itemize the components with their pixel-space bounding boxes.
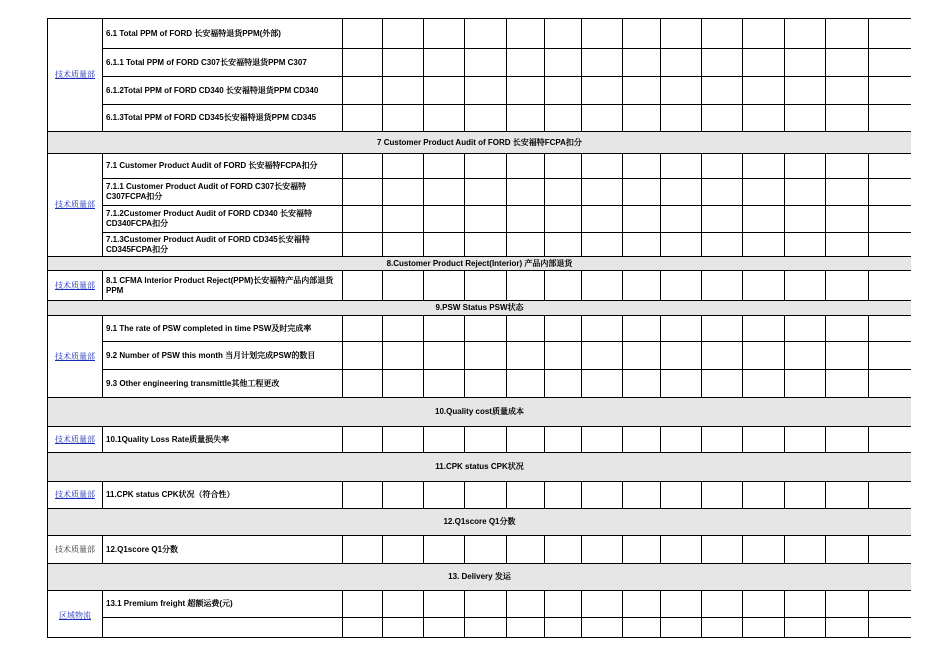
table-row (48, 105, 912, 132)
row-label-9-1: 9.1 The rate of PSW completed in time PSW及时完成率 (103, 316, 343, 342)
dept-link-tech-quality[interactable]: 技术质量部 (55, 280, 95, 290)
section-header-12: 12.Q1score Q1分数 (48, 509, 912, 536)
row-label-7-1-2: 7.1.2Customer Product Audit of FORD CD340 长安福特CD340FCPA扣分 (103, 206, 343, 233)
dept-cell[interactable] (48, 316, 103, 398)
dept-cell[interactable] (48, 482, 103, 509)
table-row (48, 342, 912, 370)
section-row (48, 453, 912, 482)
dept-link-region-logistics[interactable]: 区域物流 (59, 611, 91, 620)
dept-link-tech-quality[interactable]: 技术质量部 (55, 200, 95, 209)
row-label-11-1: 11.CPK status CPK状况（符合性） (103, 482, 343, 509)
dept-cell[interactable] (48, 591, 103, 638)
dept-link-tech-quality[interactable]: 技术质量部 (55, 70, 95, 79)
section-row (48, 564, 912, 591)
table-row (48, 536, 912, 564)
section-row (48, 301, 912, 316)
table-row (48, 482, 912, 509)
dept-link-tech-quality[interactable]: 技术质量部 (55, 434, 95, 444)
dept-label-tech-quality: 技术质量部 (55, 544, 95, 554)
dept-link-tech-quality[interactable]: 技术质量部 (55, 351, 95, 361)
row-label-12-1: 12.Q1score Q1分数 (103, 536, 343, 564)
table-row (48, 316, 912, 342)
section-header-10: 10.Quality cost质量成本 (48, 398, 912, 427)
table-row (48, 49, 912, 77)
table-row (48, 206, 912, 233)
dept-cell[interactable] (48, 154, 103, 257)
row-label-9-2: 9.2 Number of PSW this month 当月计划完成PSW的数目 (103, 342, 343, 370)
row-label-6-1-2: 6.1.2Total PPM of FORD CD340 长安福特退货PPM CD340 (103, 77, 343, 105)
spreadsheet (47, 18, 911, 672)
dept-cell[interactable] (48, 271, 103, 301)
table-row (48, 591, 912, 618)
table-row (48, 19, 912, 49)
row-label-6-1-1: 6.1.1 Total PPM of FORD C307长安福特退货PPM C307 (103, 49, 343, 77)
section-header-13: 13. Delivery 发运 (48, 564, 912, 591)
metrics-table (47, 18, 911, 638)
section-row (48, 509, 912, 536)
section-row (48, 257, 912, 271)
dept-link-tech-quality[interactable]: 技术质量部 (55, 490, 95, 499)
table-row (48, 271, 912, 301)
section-row (48, 398, 912, 427)
section-header-11: 11.CPK status CPK状况 (48, 453, 912, 482)
table-row (48, 154, 912, 179)
row-label-6-1: 6.1 Total PPM of FORD 长安福特退货PPM(外部) (103, 19, 343, 49)
row-label-7-1-1: 7.1.1 Customer Product Audit of FORD C307长安福特C307FCPA扣分 (103, 179, 343, 206)
section-header-7: 7 Customer Product Audit of FORD 长安福特FCPA扣分 (48, 132, 912, 154)
dept-cell[interactable] (48, 19, 103, 132)
section-header-8: 8.Customer Product Reject(Interior) 产品内部退货 (48, 257, 912, 271)
table-row (48, 618, 912, 638)
table-row (48, 179, 912, 206)
table-row (48, 77, 912, 105)
row-label-7-1-3: 7.1.3Customer Product Audit of FORD CD345长安福特CD345FCPA扣分 (103, 233, 343, 257)
row-label-13-1: 13.1 Premium freight 超额运费(元) (103, 591, 343, 618)
section-header-9: 9.PSW Status PSW状态 (48, 301, 912, 316)
row-label-10-1: 10.1Quality Loss Rate质量损失率 (103, 427, 343, 453)
row-label-8-1: 8.1 CFMA Interior Product Reject(PPM)长安福特产品内部退货PPM (103, 271, 343, 301)
table-row (48, 427, 912, 453)
table-row (48, 370, 912, 398)
section-row (48, 132, 912, 154)
dept-cell[interactable] (48, 427, 103, 453)
row-label-9-3: 9.3 Other engineering transmittle其他工程更改 (103, 370, 343, 398)
dept-cell (48, 536, 103, 564)
row-label-7-1: 7.1 Customer Product Audit of FORD 长安福特FCPA扣分 (103, 154, 343, 179)
row-label-6-1-3: 6.1.3Total PPM of FORD CD345长安福特退货PPM CD345 (103, 105, 343, 132)
table-row (48, 233, 912, 257)
